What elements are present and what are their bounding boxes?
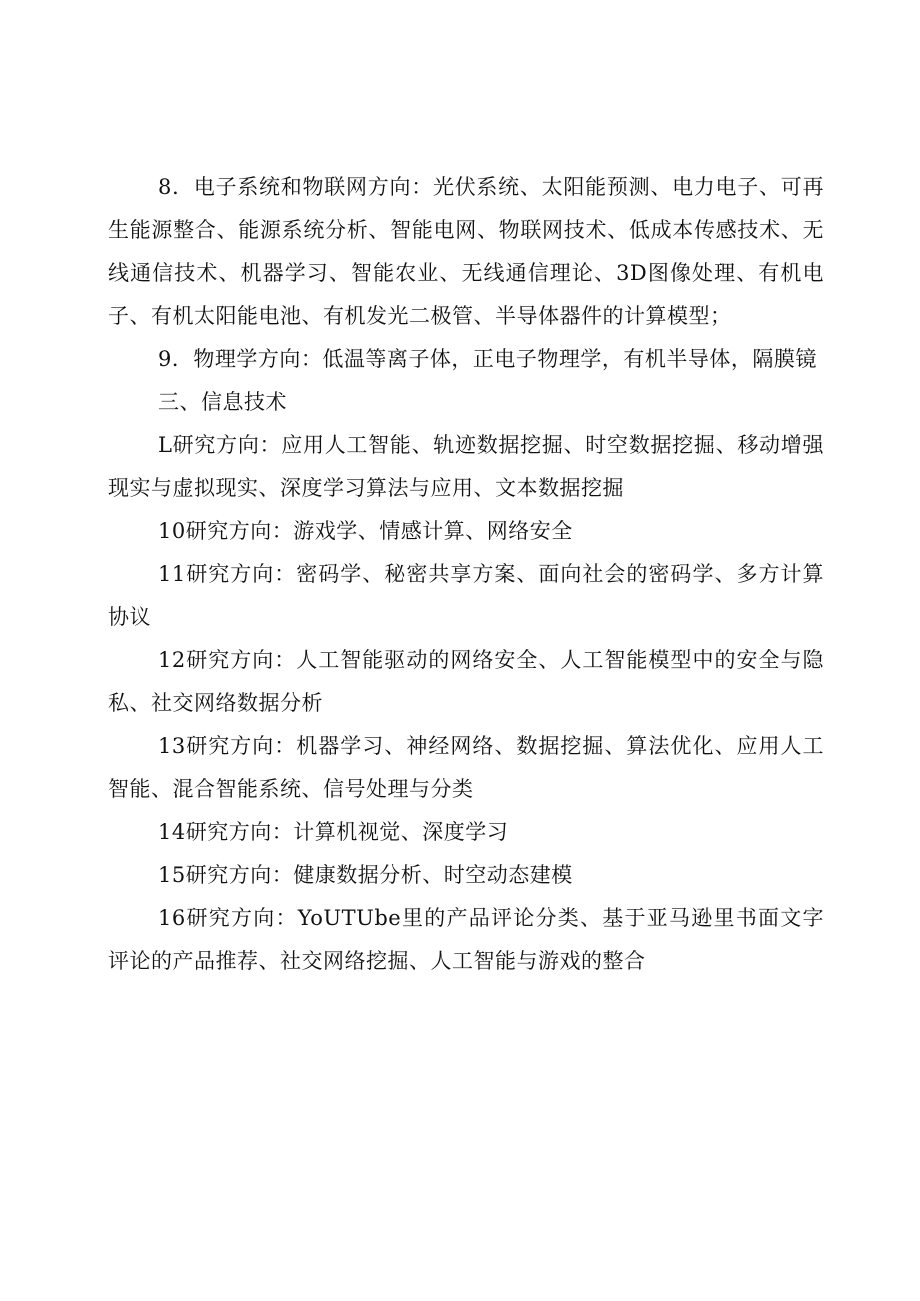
paragraph-research-14: 14研究方向：计算机视觉、深度学习 [158, 820, 509, 844]
document-page [108, 166, 824, 983]
paragraph-electronics-iot: 8．电子系统和物联网方向：光伏系统、太阳能预测、电力电子、可再生能源整合、能源系统分析、智能电网、物联网技术、低成本传感技术、无线通信技术、机器学习、智能农业、无线通信理论、3D图像处理、有机电子、有机太阳能电池、有机发光二极管、半导体器件的计算模型； [108, 175, 824, 328]
paragraph-research-10: 10研究方向：游戏学、情感计算、网络安全 [158, 519, 573, 543]
paragraph-research-16: 16研究方向：YoUTUbe里的产品评论分类、基于亚马逊里书面文字评论的产品推荐、社交网络挖掘、人工智能与游戏的整合 [108, 906, 824, 973]
paragraph-research-15: 15研究方向：健康数据分析、时空动态建模 [158, 863, 573, 887]
paragraph-physics: 9．物理学方向：低温等离子体，正电子物理学，有机半导体，隔膜镜 [158, 347, 817, 371]
paragraph-research-L: L研究方向：应用人工智能、轨迹数据挖掘、时空数据挖掘、移动增强现实与虚拟现实、深度学习算法与应用、文本数据挖掘 [108, 433, 824, 500]
section-heading-information-technology: 三、信息技术 [158, 390, 287, 414]
paragraph-research-13: 13研究方向：机器学习、神经网络、数据挖掘、算法优化、应用人工智能、混合智能系统、信号处理与分类 [108, 734, 824, 801]
paragraph-research-11: 11研究方向：密码学、秘密共享方案、面向社会的密码学、多方计算协议 [108, 562, 824, 629]
paragraph-research-12: 12研究方向：人工智能驱动的网络安全、人工智能模型中的安全与隐私、社交网络数据分析 [108, 648, 824, 715]
